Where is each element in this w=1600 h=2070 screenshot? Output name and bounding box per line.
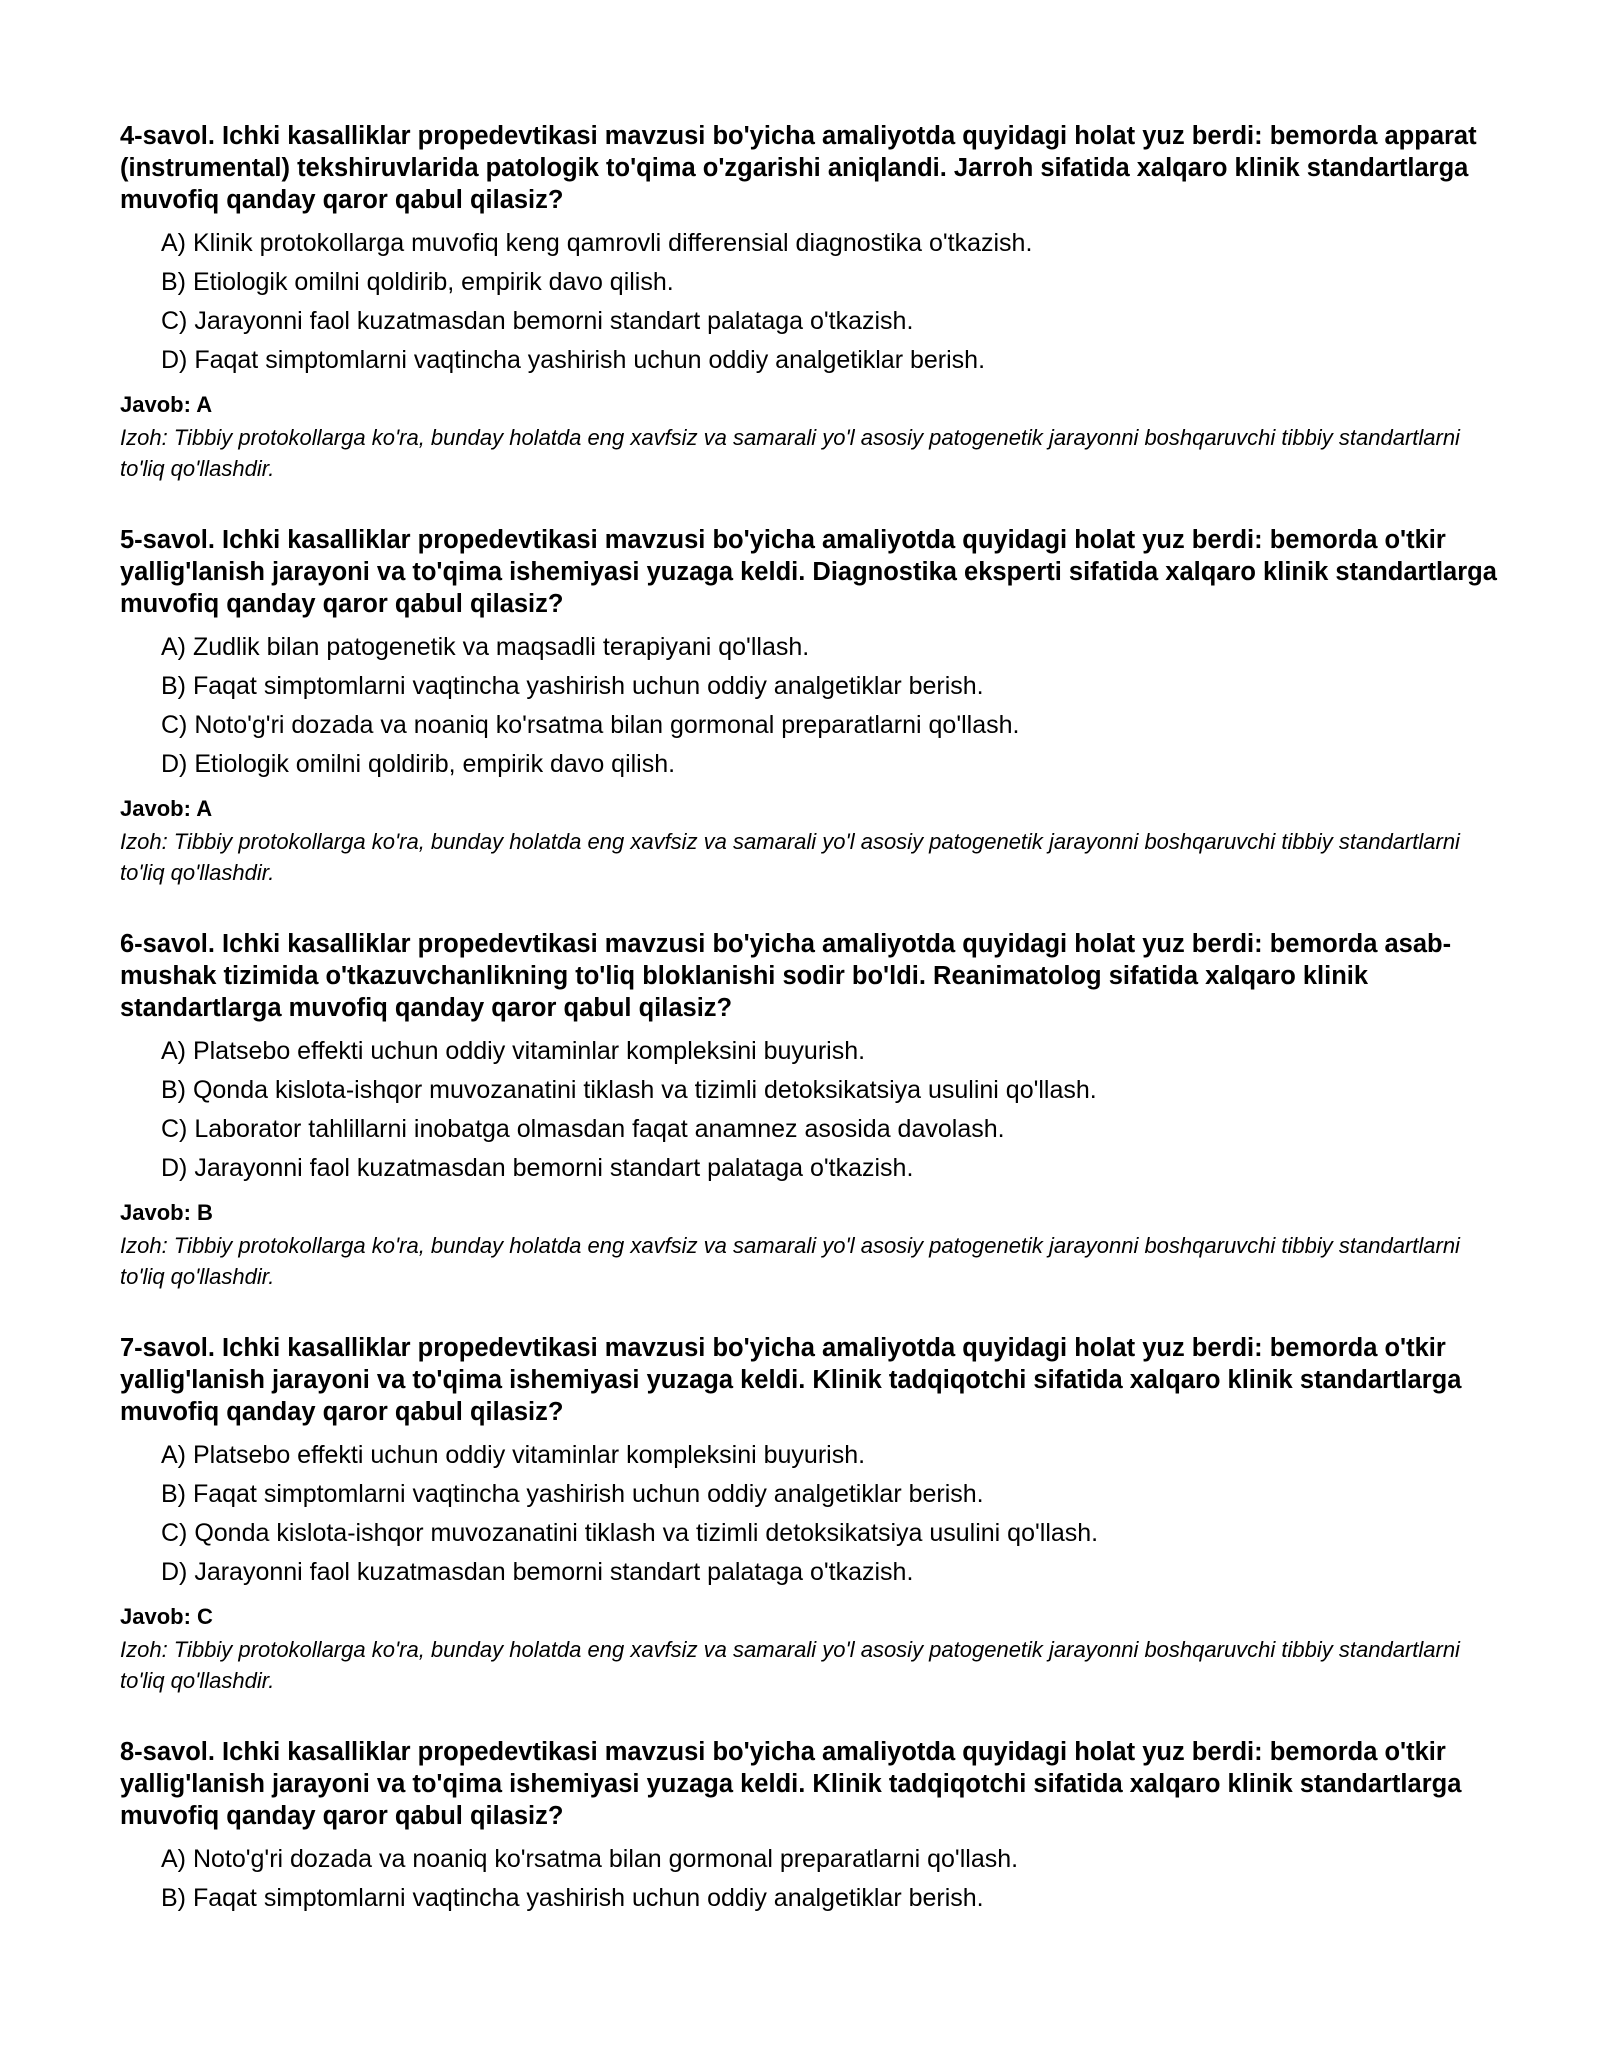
options-list [120,1840,1500,1918]
option-d: D) Jarayonni faol kuzatmasdan bemorni standart palataga o'tkazish. [161,1558,914,1586]
document-page [120,120,1500,1958]
option-c: C) Jarayonni faol kuzatmasdan bemorni standart palataga o'tkazish. [161,307,914,335]
option-a: A) Klinik protokollarga muvofiq keng qamrovli differensial diagnostika o'tkazish. [161,229,1033,257]
option-c: C) Laborator tahlillarni inobatga olmasdan faqat anamnez asosida davolash. [161,1115,1005,1143]
option-b: B) Faqat simptomlarni vaqtincha yashirish uchun oddiy analgetiklar berish. [161,672,984,700]
explanation: Izoh: Tibbiy protokollarga ko'ra, bunday holatda eng xavfsiz va samarali yo'l asosiy patogenetik jarayonni boshqaruvchi tibbiy standartlarni to'liq qo'llashdir. [120,829,1460,885]
option-a: A) Noto'g'ri dozada va noaniq ko'rsatma bilan gormonal preparatlarni qo'llash. [161,1845,1019,1873]
question-block [120,928,1500,1292]
answer: Javob: B [120,1200,213,1225]
option-a: A) Platsebo effekti uchun oddiy vitaminlar kompleksini buyurish. [161,1441,866,1469]
option-c: C) Qonda kislota-ishqor muvozanatini tiklash va tizimli detoksikatsiya usulini qo'llash. [161,1519,1099,1547]
option-d: D) Etiologik omilni qoldirib, empirik davo qilish. [161,750,676,778]
explanation: Izoh: Tibbiy protokollarga ko'ra, bunday holatda eng xavfsiz va samarali yo'l asosiy patogenetik jarayonni boshqaruvchi tibbiy standartlarni to'liq qo'llashdir. [120,1637,1460,1693]
option-b: B) Qonda kislota-ishqor muvozanatini tiklash va tizimli detoksikatsiya usulini qo'llash. [161,1076,1097,1104]
answer: Javob: A [120,392,213,417]
answer: Javob: C [120,1604,213,1629]
option-b: B) Etiologik omilni qoldirib, empirik davo qilish. [161,268,674,296]
option-b: B) Faqat simptomlarni vaqtincha yashirish uchun oddiy analgetiklar berish. [161,1480,984,1508]
question-block [120,1736,1500,1918]
option-d: D) Jarayonni faol kuzatmasdan bemorni standart palataga o'tkazish. [161,1154,914,1182]
question-text: 5-savol. Ichki kasalliklar propedevtikasi mavzusi bo'yicha amaliyotda quyidagi holat yuz berdi: bemorda o'tkir yallig'lanish jarayoni va to'qima ishemiyasi yuzaga keldi. Diagnostika eksperti sifatida xalqaro klinik standartlarga muvofiq qanday qaror qabul qilasiz? [120,526,1497,618]
question-block [120,120,1500,484]
explanation: Izoh: Tibbiy protokollarga ko'ra, bunday holatda eng xavfsiz va samarali yo'l asosiy patogenetik jarayonni boshqaruvchi tibbiy standartlarni to'liq qo'llashdir. [120,1233,1460,1289]
answer: Javob: A [120,796,213,821]
options-list [120,224,1500,380]
question-text: 7-savol. Ichki kasalliklar propedevtikasi mavzusi bo'yicha amaliyotda quyidagi holat yuz berdi: bemorda o'tkir yallig'lanish jarayoni va to'qima ishemiyasi yuzaga keldi. Klinik tadqiqotchi sifatida xalqaro klinik standartlarga muvofiq qanday qaror qabul qilasiz? [120,1334,1462,1426]
options-list [120,1032,1500,1188]
options-list [120,1436,1500,1592]
question-text: 4-savol. Ichki kasalliklar propedevtikasi mavzusi bo'yicha amaliyotda quyidagi holat yuz berdi: bemorda apparat (instrumental) tekshiruvlarida patologik to'qima o'zgarishi aniqlandi. Jarroh sifatida xalqaro klinik standartlarga muvofiq qanday qaror qabul qilasiz? [120,122,1477,214]
options-list [120,628,1500,784]
question-text: 8-savol. Ichki kasalliklar propedevtikasi mavzusi bo'yicha amaliyotda quyidagi holat yuz berdi: bemorda o'tkir yallig'lanish jarayoni va to'qima ishemiyasi yuzaga keldi. Klinik tadqiqotchi sifatida xalqaro klinik standartlarga muvofiq qanday qaror qabul qilasiz? [120,1738,1462,1830]
option-d: D) Faqat simptomlarni vaqtincha yashirish uchun oddiy analgetiklar berish. [161,346,986,374]
question-block [120,1332,1500,1696]
option-a: A) Zudlik bilan patogenetik va maqsadli terapiyani qo'llash. [161,633,810,661]
option-a: A) Platsebo effekti uchun oddiy vitaminlar kompleksini buyurish. [161,1037,866,1065]
question-text: 6-savol. Ichki kasalliklar propedevtikasi mavzusi bo'yicha amaliyotda quyidagi holat yuz berdi: bemorda asab-mushak tizimida o'tkazuvchanlikning to'liq bloklanishi sodir bo'ldi. Reanimatolog sifatida xalqaro klinik standartlarga muvofiq qanday qaror qabul qilasiz? [120,930,1452,1022]
explanation: Izoh: Tibbiy protokollarga ko'ra, bunday holatda eng xavfsiz va samarali yo'l asosiy patogenetik jarayonni boshqaruvchi tibbiy standartlarni to'liq qo'llashdir. [120,425,1460,481]
option-c: C) Noto'g'ri dozada va noaniq ko'rsatma bilan gormonal preparatlarni qo'llash. [161,711,1020,739]
option-b: B) Faqat simptomlarni vaqtincha yashirish uchun oddiy analgetiklar berish. [161,1884,984,1912]
question-block [120,524,1500,888]
